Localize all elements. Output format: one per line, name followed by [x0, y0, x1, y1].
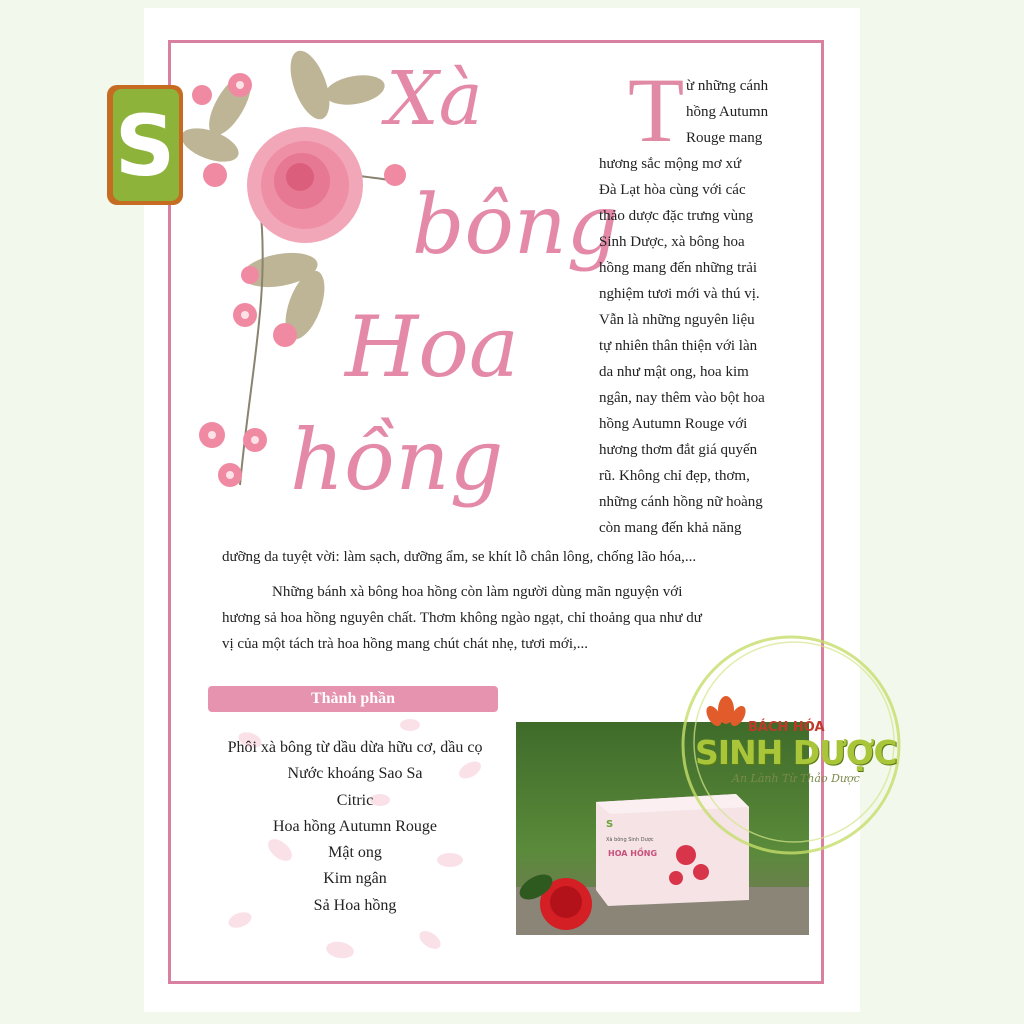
intro-line: hương sắc mộng mơ xứ [599, 156, 742, 172]
title-word-bong: bông [412, 178, 620, 273]
intro-line: nghiệm tươi mới và thú vị. [599, 286, 760, 302]
intro-line: Rouge mang [686, 130, 763, 146]
ingredients-list [200, 735, 510, 919]
ingredient-item: Hoa hồng Autumn Rouge [273, 817, 437, 835]
ingredient-item: Mật ong [328, 844, 382, 862]
paragraph-2-line: hương sả hoa hồng nguyên chất. Thơm không ngào ngạt, chỉ thoảng qua như dư [222, 610, 702, 626]
title-word-hoa: Hoa [345, 298, 519, 396]
intro-line: thảo dược đặc trưng vùng [599, 208, 754, 224]
ingredient-item: Kim ngân [323, 870, 387, 888]
watermark-top-text: BÁCH HÓA [748, 720, 825, 735]
ingredient-item: Citric [336, 791, 374, 809]
ingredient-item: Nước khoáng Sao Sa [287, 765, 423, 783]
intro-line: hương thơm đắt giá quyến [599, 442, 758, 458]
intro-line: hồng Autumn [686, 104, 769, 120]
intro-line: hồng mang đến những trải [599, 260, 758, 276]
watermark-main-text: SINH DƯỢC [695, 733, 897, 772]
intro-line: những cánh hồng nữ hoàng [599, 494, 763, 510]
watermark-tagline: An Lành Từ Thảo Dược [732, 772, 860, 785]
product-box-brand: Xà bông Sinh Dược [606, 837, 654, 843]
intro-drop-cap: T [628, 59, 685, 161]
intro-line: Sinh Dược, xà bông hoa [599, 234, 745, 250]
svg-text:S: S [606, 819, 614, 830]
intro-line: da như mật ong, hoa kim [599, 364, 749, 380]
intro-line: ừ những cánh [686, 78, 769, 94]
intro-line: rũ. Không chỉ đẹp, thơm, [599, 468, 750, 484]
paragraph-2-line: vị của một tách trà hoa hồng mang chút chát nhẹ, tươi mới,... [222, 636, 588, 652]
intro-line: Đà Lạt hòa cùng với các [599, 182, 746, 198]
svg-text:S: S [114, 97, 176, 195]
brand-s-logo-icon [107, 85, 183, 205]
intro-line: hồng Autumn Rouge với [599, 416, 748, 432]
intro-line: tự nhiên thân thiện với làn [599, 338, 758, 354]
intro-line: Vẫn là những nguyên liệu [599, 312, 755, 328]
paragraph-2-line: Những bánh xà bông hoa hồng còn làm người dùng mãn nguyện với [272, 584, 683, 600]
intro-line: còn mang đến khả năng [599, 520, 742, 536]
title-word-hong: hồng [290, 411, 504, 509]
ingredients-heading: Thành phần [208, 686, 498, 712]
ingredient-item: Sả Hoa hồng [313, 896, 397, 914]
intro-last-line: dưỡng da tuyệt vời: làm sạch, dưỡng ẩm, se khít lỗ chân lông, chống lão hóa,... [222, 549, 697, 565]
product-box-label: HOA HỒNG [608, 849, 658, 858]
ingredient-item: Phôi xà bông từ dầu dừa hữu cơ, dầu cọ [227, 739, 483, 756]
intro-line: ngân, nay thêm vào bột hoa [599, 390, 765, 406]
title-word-xa: Xà [386, 56, 483, 142]
